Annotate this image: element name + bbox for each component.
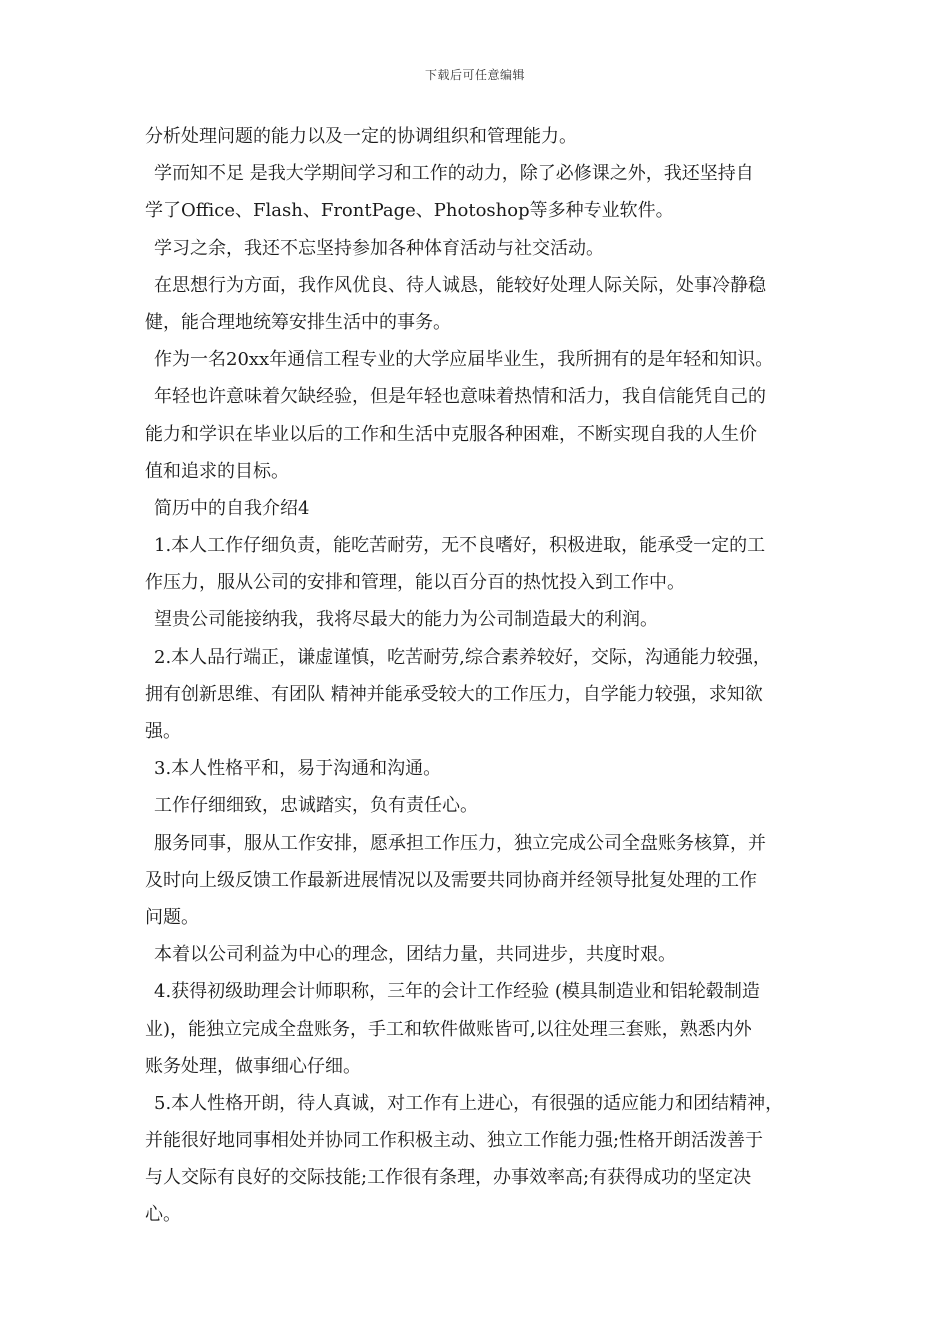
text-line: 问题。 (145, 906, 199, 928)
text-line: 并能很好地同事相处并协同工作积极主动、独立工作能力强;性格开朗活泼善于 (145, 1130, 764, 1152)
text-line: 5.本人性格开朗，待人真诚，对工作有上进心，有很强的适应能力和团结精神， (154, 1092, 784, 1114)
text-line: 学了Office、Flash、FrontPage、Photoshop等多种专业软件。 (145, 200, 674, 222)
page-header: 下载后可任意编辑 (424, 68, 525, 82)
text-line: 作为一名20xx年通信工程专业的大学应届毕业生，我所拥有的是年轻和知识。 (154, 349, 774, 371)
text-line: 值和追求的目标。 (145, 460, 289, 482)
text-line: 本着以公司利益为中心的理念，团结力量，共同进步，共度时艰。 (154, 944, 676, 966)
text-line: 简历中的自我介绍4 (154, 497, 310, 519)
text-line: 学而知不足 是我大学期间学习和工作的动力，除了必修课之外，我还坚持自 (154, 163, 754, 185)
text-line: 强。 (145, 721, 181, 742)
text-line: 拥有创新思维、有团队 精神并能承受较大的工作压力，自学能力较强，求知欲 (145, 683, 763, 705)
text-line: 业)，能独立完成全盘账务，手工和软件做账皆可,以往处理三套账，熟悉内外 (145, 1018, 752, 1040)
text-line: 能力和学识在毕业以后的工作和生活中克服各种困难，不断实现自我的人生价 (145, 423, 757, 445)
text-line: 账务处理，做事细心仔细。 (145, 1055, 361, 1077)
text-line: 3.本人性格平和，易于沟通和沟通。 (154, 758, 442, 780)
text-line: 健，能合理地统筹安排生活中的事务。 (145, 311, 451, 333)
document-body (145, 118, 810, 1234)
text-line: 作压力，服从公司的安排和管理，能以百分百的热忱投入到工作中。 (145, 572, 685, 594)
text-line: 1.本人工作仔细负责，能吃苦耐劳，无不良嗜好，积极进取，能承受一定的工 (154, 535, 766, 557)
text-line: 分析处理问题的能力以及一定的协调组织和管理能力。 (145, 126, 577, 147)
text-line: 望贵公司能接纳我，我将尽最大的能力为公司制造最大的利润。 (154, 609, 658, 631)
text-line: 4.获得初级助理会计师职称，三年的会计工作经验 (模具制造业和铝轮毂制造 (154, 981, 760, 1003)
text-line: 服务同事，服从工作安排，愿承担工作压力，独立完成公司全盘账务核算，并 (154, 832, 766, 854)
text-line: 在思想行为方面，我作风优良、待人诚恳，能较好处理人际关际，处事冷静稳 (154, 274, 766, 296)
text-line: 与人交际有良好的交际技能;工作很有条理，办事效率高;有获得成功的坚定决 (145, 1167, 752, 1189)
text-line: 工作仔细细致，忠诚踏实，负有责任心。 (154, 795, 478, 817)
text-line: 心。 (145, 1204, 181, 1226)
text-line: 年轻也许意味着欠缺经验，但是年轻也意味着热情和活力，我自信能凭自己的 (154, 386, 766, 408)
text-line: 2.本人品行端正，谦虚谨慎，吃苦耐劳,综合素养较好，交际，沟通能力较强， (154, 646, 771, 668)
text-line: 及时向上级反馈工作最新进展情况以及需要共同协商并经领导批复处理的工作 (145, 869, 757, 891)
text-line: 学习之余，我还不忘坚持参加各种体育活动与社交活动。 (154, 237, 604, 259)
